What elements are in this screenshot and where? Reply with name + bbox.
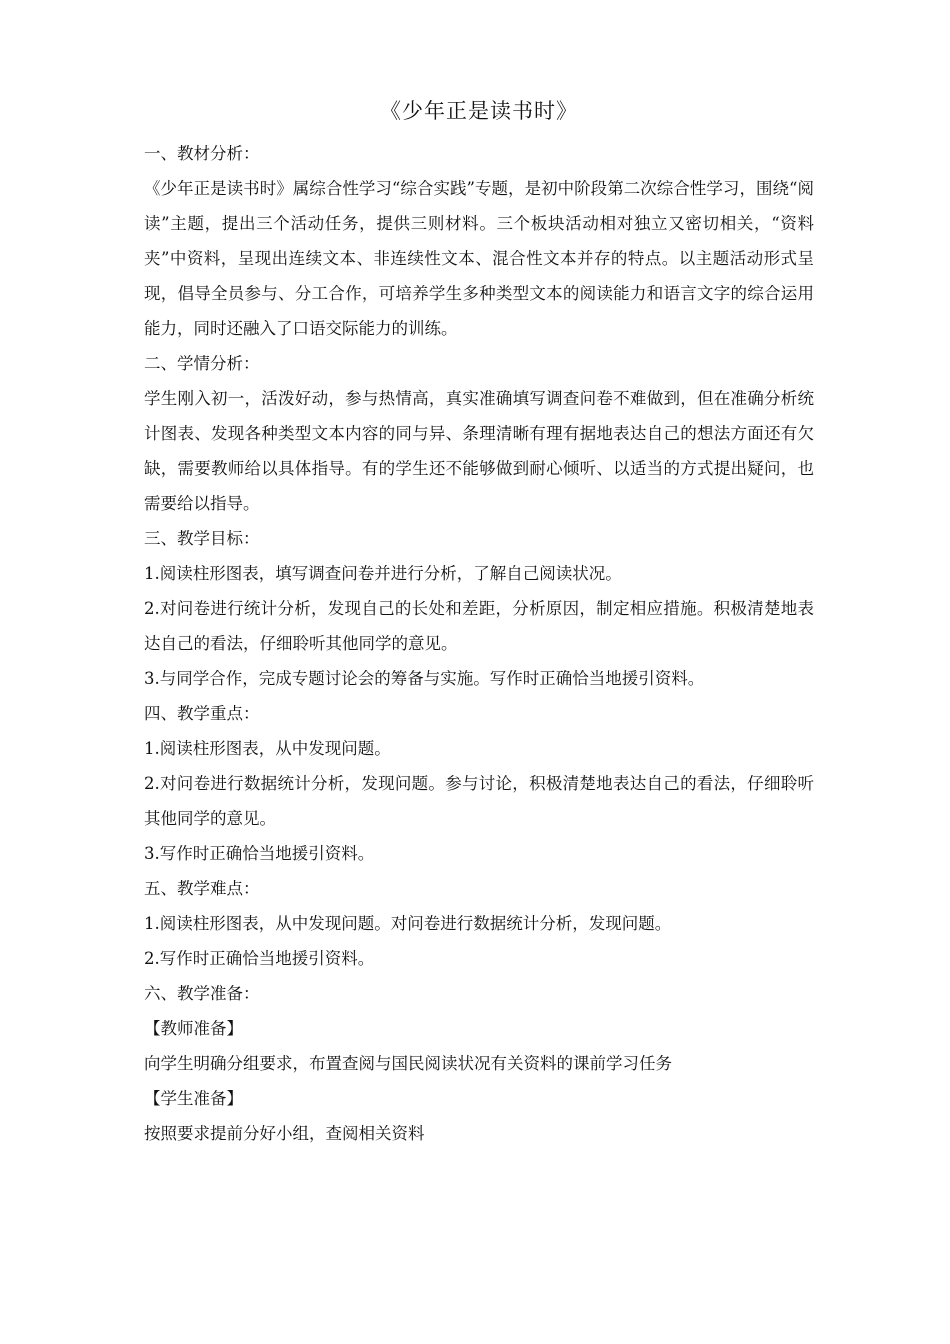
list-item-key-point-2: 2.对问卷进行数据统计分析，发现问题。参与讨论，积极清楚地表达自己的看法，仔细聆听其他同学的意见。 — [144, 774, 814, 828]
section-heading-difficulties: 五、教学难点： — [144, 879, 260, 898]
list-item-difficulty-2: 2.写作时正确恰当地援引资料。 — [144, 949, 375, 968]
list-item-difficulty-1: 1.阅读柱形图表，从中发现问题。对问卷进行数据统计分析，发现问题。 — [144, 914, 672, 933]
section-heading-teaching-goals: 三、教学目标： — [144, 529, 260, 548]
paragraph-student-preparation: 按照要求提前分好小组，查阅相关资料 — [144, 1124, 425, 1143]
list-item-goal-1: 1.阅读柱形图表，填写调查问卷并进行分析，了解自己阅读状况。 — [144, 564, 622, 583]
paragraph-student-analysis: 学生刚入初一，活泼好动，参与热情高，真实准确填写调查问卷不难做到，但在准确分析统计图表、发现各种类型文本内容的同与异、条理清晰有理有据地表达自己的想法方面还有欠缺，需要教师给以具体指导。有的学生还不能够做到耐心倾听、以适当的方式提出疑问，也需要给以指导。 — [144, 389, 814, 513]
list-item-goal-3: 3.与同学合作，完成专题讨论会的筹备与实施。写作时正确恰当地援引资料。 — [144, 669, 705, 688]
list-item-goal-2: 2.对问卷进行统计分析，发现自己的长处和差距，分析原因，制定相应措施。积极清楚地表达自己的看法，仔细聆听其他同学的意见。 — [144, 599, 814, 653]
label-student-preparation: 【学生准备】 — [144, 1089, 243, 1108]
section-heading-key-points: 四、教学重点： — [144, 704, 260, 723]
list-item-key-point-3: 3.写作时正确恰当地援引资料。 — [144, 844, 375, 863]
section-heading-student-analysis: 二、学情分析： — [144, 354, 260, 373]
section-heading-textbook-analysis: 一、教材分析： — [144, 144, 260, 163]
paragraph-textbook-analysis: 《少年正是读书时》属综合性学习“综合实践”专题，是初中阶段第二次综合性学习，围绕“阅读”主题，提出三个活动任务，提供三则材料。三个板块活动相对独立又密切相关，“资料夹”中资料，呈现出连续文本、非连续性文本、混合性文本并存的特点。以主题活动形式呈现，倡导全员参与、分工合作，可培养学生多种类型文本的阅读能力和语言文字的综合运用能力，同时还融入了口语交际能力的训练。 — [144, 179, 814, 338]
label-teacher-preparation: 【教师准备】 — [144, 1019, 243, 1038]
list-item-key-point-1: 1.阅读柱形图表，从中发现问题。 — [144, 739, 391, 758]
section-heading-preparation: 六、教学准备： — [144, 984, 260, 1003]
document-title: 《少年正是读书时》 — [380, 99, 578, 123]
paragraph-teacher-preparation: 向学生明确分组要求，布置查阅与国民阅读状况有关资料的课前学习任务 — [144, 1054, 672, 1073]
